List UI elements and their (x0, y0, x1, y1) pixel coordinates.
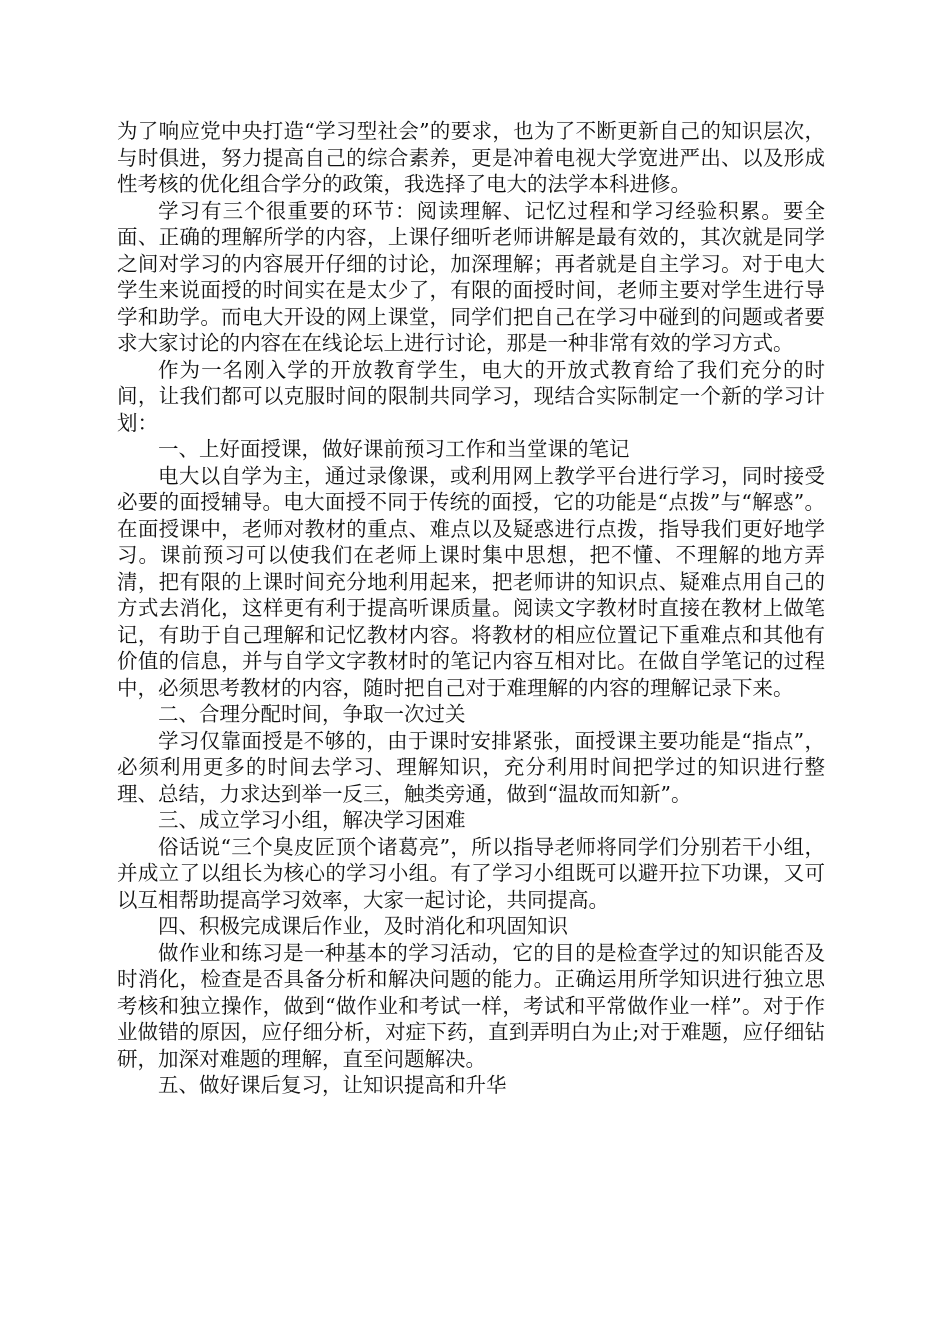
section-heading-2: 二、合理分配时间，争取一次过关 (158, 702, 466, 726)
section-heading-3: 三、成立学习小组，解决学习困难 (158, 808, 466, 832)
paragraph-section-4: 做作业和练习是一种基本的学习活动，它的目的是检查学过的知识能否及时消化，检查是否具备分析和解决问题的能力。正确运用所学知识进行独立思考核和独立操作，做到“做作业和考试一样，考试和平常做作业一样”。对于作业做错的原因，应仔细分析，对症下药，直到弄明白为止;对于难题，应仔细钻研，加深对难题的理解，直至问题解决。 (117, 940, 825, 1071)
document-body (117, 118, 825, 1099)
paragraph-section-1: 电大以自学为主，通过录像课，或利用网上教学平台进行学习，同时接受必要的面授辅导。电大面授不同于传统的面授，它的功能是“点拨”与“解惑”。在面授课中，老师对教材的重点、难点以及疑惑进行点拨，指导我们更好地学习。课前预习可以使我们在老师上课时集中思想，把不懂、不理解的地方弄清，把有限的上课时间充分地利用起来，把老师讲的知识点、疑难点用自己的方式去消化，这样更有利于提高听课质量。阅读文字教材时直接在教材上做笔记，有助于自己理解和记忆教材内容。将教材的相应位置记下重难点和其他有价值的信息，并与自学文字教材时的笔记内容互相对比。在做自学笔记的过程中，必须思考教材的内容，随时把自己对于难理解的内容的理解记录下来。 (117, 463, 825, 700)
paragraph-section-3: 俗话说“三个臭皮匠顶个诸葛亮”，所以指导老师将同学们分别若干小组，并成立了以组长为核心的学习小组。有了学习小组既可以避开拉下功课，又可以互相帮助提高学习效率，大家一起讨论，共同提高。 (117, 834, 825, 912)
section-heading-4: 四、积极完成课后作业，及时消化和巩固知识 (158, 914, 568, 938)
section-heading-5: 五、做好课后复习，让知识提高和升华 (158, 1073, 507, 1097)
paragraph-learning-steps: 学习有三个很重要的环节：阅读理解、记忆过程和学习经验积累。要全面、正确的理解所学的内容，上课仔细听老师讲解是最有效的，其次就是同学之间对学习的内容展开仔细的讨论，加深理解；再者就是自主学习。对于电大学生来说面授的时间实在是太少了，有限的面授时间，老师主要对学生进行导学和助学。而电大开设的网上课堂，同学们把自己在学习中碰到的问题或者要求大家讨论的内容在在线论坛上进行讨论，那是一种非常有效的学习方式。 (117, 198, 825, 355)
section-heading-1: 一、上好面授课，做好课前预习工作和当堂课的笔记 (158, 437, 630, 461)
paragraph-intro: 为了响应党中央打造“学习型社会”的要求，也为了不断更新自己的知识层次，与时俱进，努力提高自己的综合素养，更是冲着电视大学宽进严出、以及形成性考核的优化组合学分的政策，我选择了电大的法学本科进修。 (117, 119, 825, 196)
paragraph-study-plan-intro: 作为一名刚入学的开放教育学生，电大的开放式教育给了我们充分的时间，让我们都可以克服时间的限制共同学习，现结合实际制定一个新的学习计划： (117, 357, 825, 435)
paragraph-section-2: 学习仅靠面授是不够的，由于课时安排紧张，面授课主要功能是“指点”，必须利用更多的时间去学习、理解知识，充分利用时间把学过的知识进行整理、总结，力求达到举一反三，触类旁通，做到“温故而知新”。 (117, 728, 825, 806)
